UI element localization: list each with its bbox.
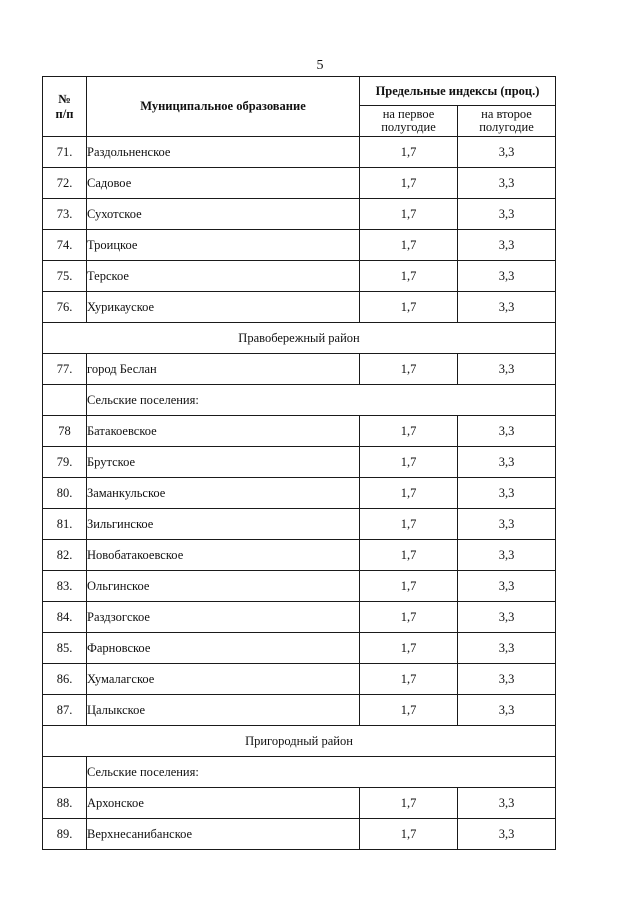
row-first-half-index: 1,7 [360, 447, 458, 478]
row-first-half-index: 1,7 [360, 664, 458, 695]
row-second-half-index: 3,3 [458, 230, 556, 261]
row-number: 89. [43, 819, 87, 850]
row-first-half-index: 1,7 [360, 571, 458, 602]
subgroup-row [43, 385, 556, 416]
district-row [43, 726, 556, 757]
row-first-half-index: 1,7 [360, 788, 458, 819]
row-municipality: Раздольненское [87, 137, 360, 168]
table-row [43, 664, 556, 695]
row-number: 74. [43, 230, 87, 261]
row-number: 71. [43, 137, 87, 168]
header-number [43, 77, 87, 137]
table-row [43, 571, 556, 602]
row-number: 79. [43, 447, 87, 478]
row-second-half-index: 3,3 [458, 571, 556, 602]
row-number: 80. [43, 478, 87, 509]
row-first-half-index: 1,7 [360, 230, 458, 261]
row-first-half-index: 1,7 [360, 137, 458, 168]
row-second-half-index: 3,3 [458, 695, 556, 726]
row-municipality: Троицкое [87, 230, 360, 261]
row-first-half-index: 1,7 [360, 819, 458, 850]
row-first-half-index: 1,7 [360, 261, 458, 292]
table-row [43, 633, 556, 664]
row-first-half-index: 1,7 [360, 540, 458, 571]
row-number: 76. [43, 292, 87, 323]
header-first-half-line1: на первое [382, 107, 435, 121]
row-second-half-index: 3,3 [458, 664, 556, 695]
row-number: 75. [43, 261, 87, 292]
page-number: 5 [316, 58, 324, 73]
row-number: 77. [43, 354, 87, 385]
header-first-half [360, 106, 458, 137]
row-second-half-index: 3,3 [458, 478, 556, 509]
row-first-half-index: 1,7 [360, 199, 458, 230]
row-municipality: Терское [87, 261, 360, 292]
row-second-half-index: 3,3 [458, 633, 556, 664]
row-number: 73. [43, 199, 87, 230]
table-row [43, 230, 556, 261]
row-municipality: Фарновское [87, 633, 360, 664]
row-first-half-index: 1,7 [360, 478, 458, 509]
table-row [43, 819, 556, 850]
subgroup-row [43, 757, 556, 788]
row-number: 82. [43, 540, 87, 571]
header-second-half-line1: на второе [481, 107, 532, 121]
table-row [43, 540, 556, 571]
row-number: 87. [43, 695, 87, 726]
table-row [43, 695, 556, 726]
district-heading: Правобережный район [43, 323, 556, 354]
row-municipality: Заманкульское [87, 478, 360, 509]
row-number: 86. [43, 664, 87, 695]
row-municipality: Батакоевское [87, 416, 360, 447]
row-number: 88. [43, 788, 87, 819]
row-municipality: Верхнесанибанское [87, 819, 360, 850]
table-row [43, 788, 556, 819]
row-municipality: Садовое [87, 168, 360, 199]
table-row [43, 509, 556, 540]
row-first-half-index: 1,7 [360, 602, 458, 633]
row-municipality: город Беслан [87, 354, 360, 385]
row-number: 85. [43, 633, 87, 664]
row-municipality: Сухотское [87, 199, 360, 230]
row-first-half-index: 1,7 [360, 168, 458, 199]
row-first-half-index: 1,7 [360, 695, 458, 726]
header-second-half-line2: полугодие [479, 120, 534, 134]
row-municipality: Зильгинское [87, 509, 360, 540]
header-indices: Предельные индексы (проц.) [360, 77, 556, 106]
subgroup-empty-cell [43, 385, 87, 416]
table-row [43, 168, 556, 199]
row-second-half-index: 3,3 [458, 447, 556, 478]
district-heading: Пригородный район [43, 726, 556, 757]
row-municipality: Новобатакоевское [87, 540, 360, 571]
row-second-half-index: 3,3 [458, 509, 556, 540]
table-row [43, 602, 556, 633]
header-second-half [458, 106, 556, 137]
row-number: 72. [43, 168, 87, 199]
row-municipality: Хурикауское [87, 292, 360, 323]
row-number: 83. [43, 571, 87, 602]
row-second-half-index: 3,3 [458, 602, 556, 633]
subgroup-empty-cell [43, 757, 87, 788]
table-row [43, 478, 556, 509]
table-body [43, 137, 556, 850]
row-second-half-index: 3,3 [458, 199, 556, 230]
row-second-half-index: 3,3 [458, 137, 556, 168]
row-second-half-index: 3,3 [458, 819, 556, 850]
row-second-half-index: 3,3 [458, 292, 556, 323]
row-number: 81. [43, 509, 87, 540]
table-row [43, 416, 556, 447]
row-first-half-index: 1,7 [360, 416, 458, 447]
row-second-half-index: 3,3 [458, 354, 556, 385]
row-municipality: Хумалагское [87, 664, 360, 695]
row-first-half-index: 1,7 [360, 354, 458, 385]
table-row [43, 261, 556, 292]
table-row [43, 447, 556, 478]
table-row [43, 292, 556, 323]
row-first-half-index: 1,7 [360, 633, 458, 664]
header-first-half-line2: полугодие [381, 120, 436, 134]
subgroup-heading: Сельские поселения: [87, 757, 556, 788]
indices-table [42, 76, 556, 850]
table-row [43, 199, 556, 230]
row-second-half-index: 3,3 [458, 261, 556, 292]
row-second-half-index: 3,3 [458, 416, 556, 447]
header-number-line2: п/п [55, 106, 74, 121]
table-row [43, 137, 556, 168]
row-number: 78 [43, 416, 87, 447]
row-municipality: Ольгинское [87, 571, 360, 602]
row-second-half-index: 3,3 [458, 168, 556, 199]
district-row [43, 323, 556, 354]
header-municipality: Муниципальное образование [87, 77, 360, 137]
row-second-half-index: 3,3 [458, 540, 556, 571]
row-first-half-index: 1,7 [360, 509, 458, 540]
table-header-row [43, 77, 556, 106]
row-municipality: Брутское [87, 447, 360, 478]
subgroup-heading: Сельские поселения: [87, 385, 556, 416]
row-municipality: Раздзогское [87, 602, 360, 633]
row-second-half-index: 3,3 [458, 788, 556, 819]
table-row [43, 354, 556, 385]
header-number-line1: № [58, 91, 71, 106]
row-municipality: Архонское [87, 788, 360, 819]
row-first-half-index: 1,7 [360, 292, 458, 323]
row-number: 84. [43, 602, 87, 633]
row-municipality: Цалыкское [87, 695, 360, 726]
